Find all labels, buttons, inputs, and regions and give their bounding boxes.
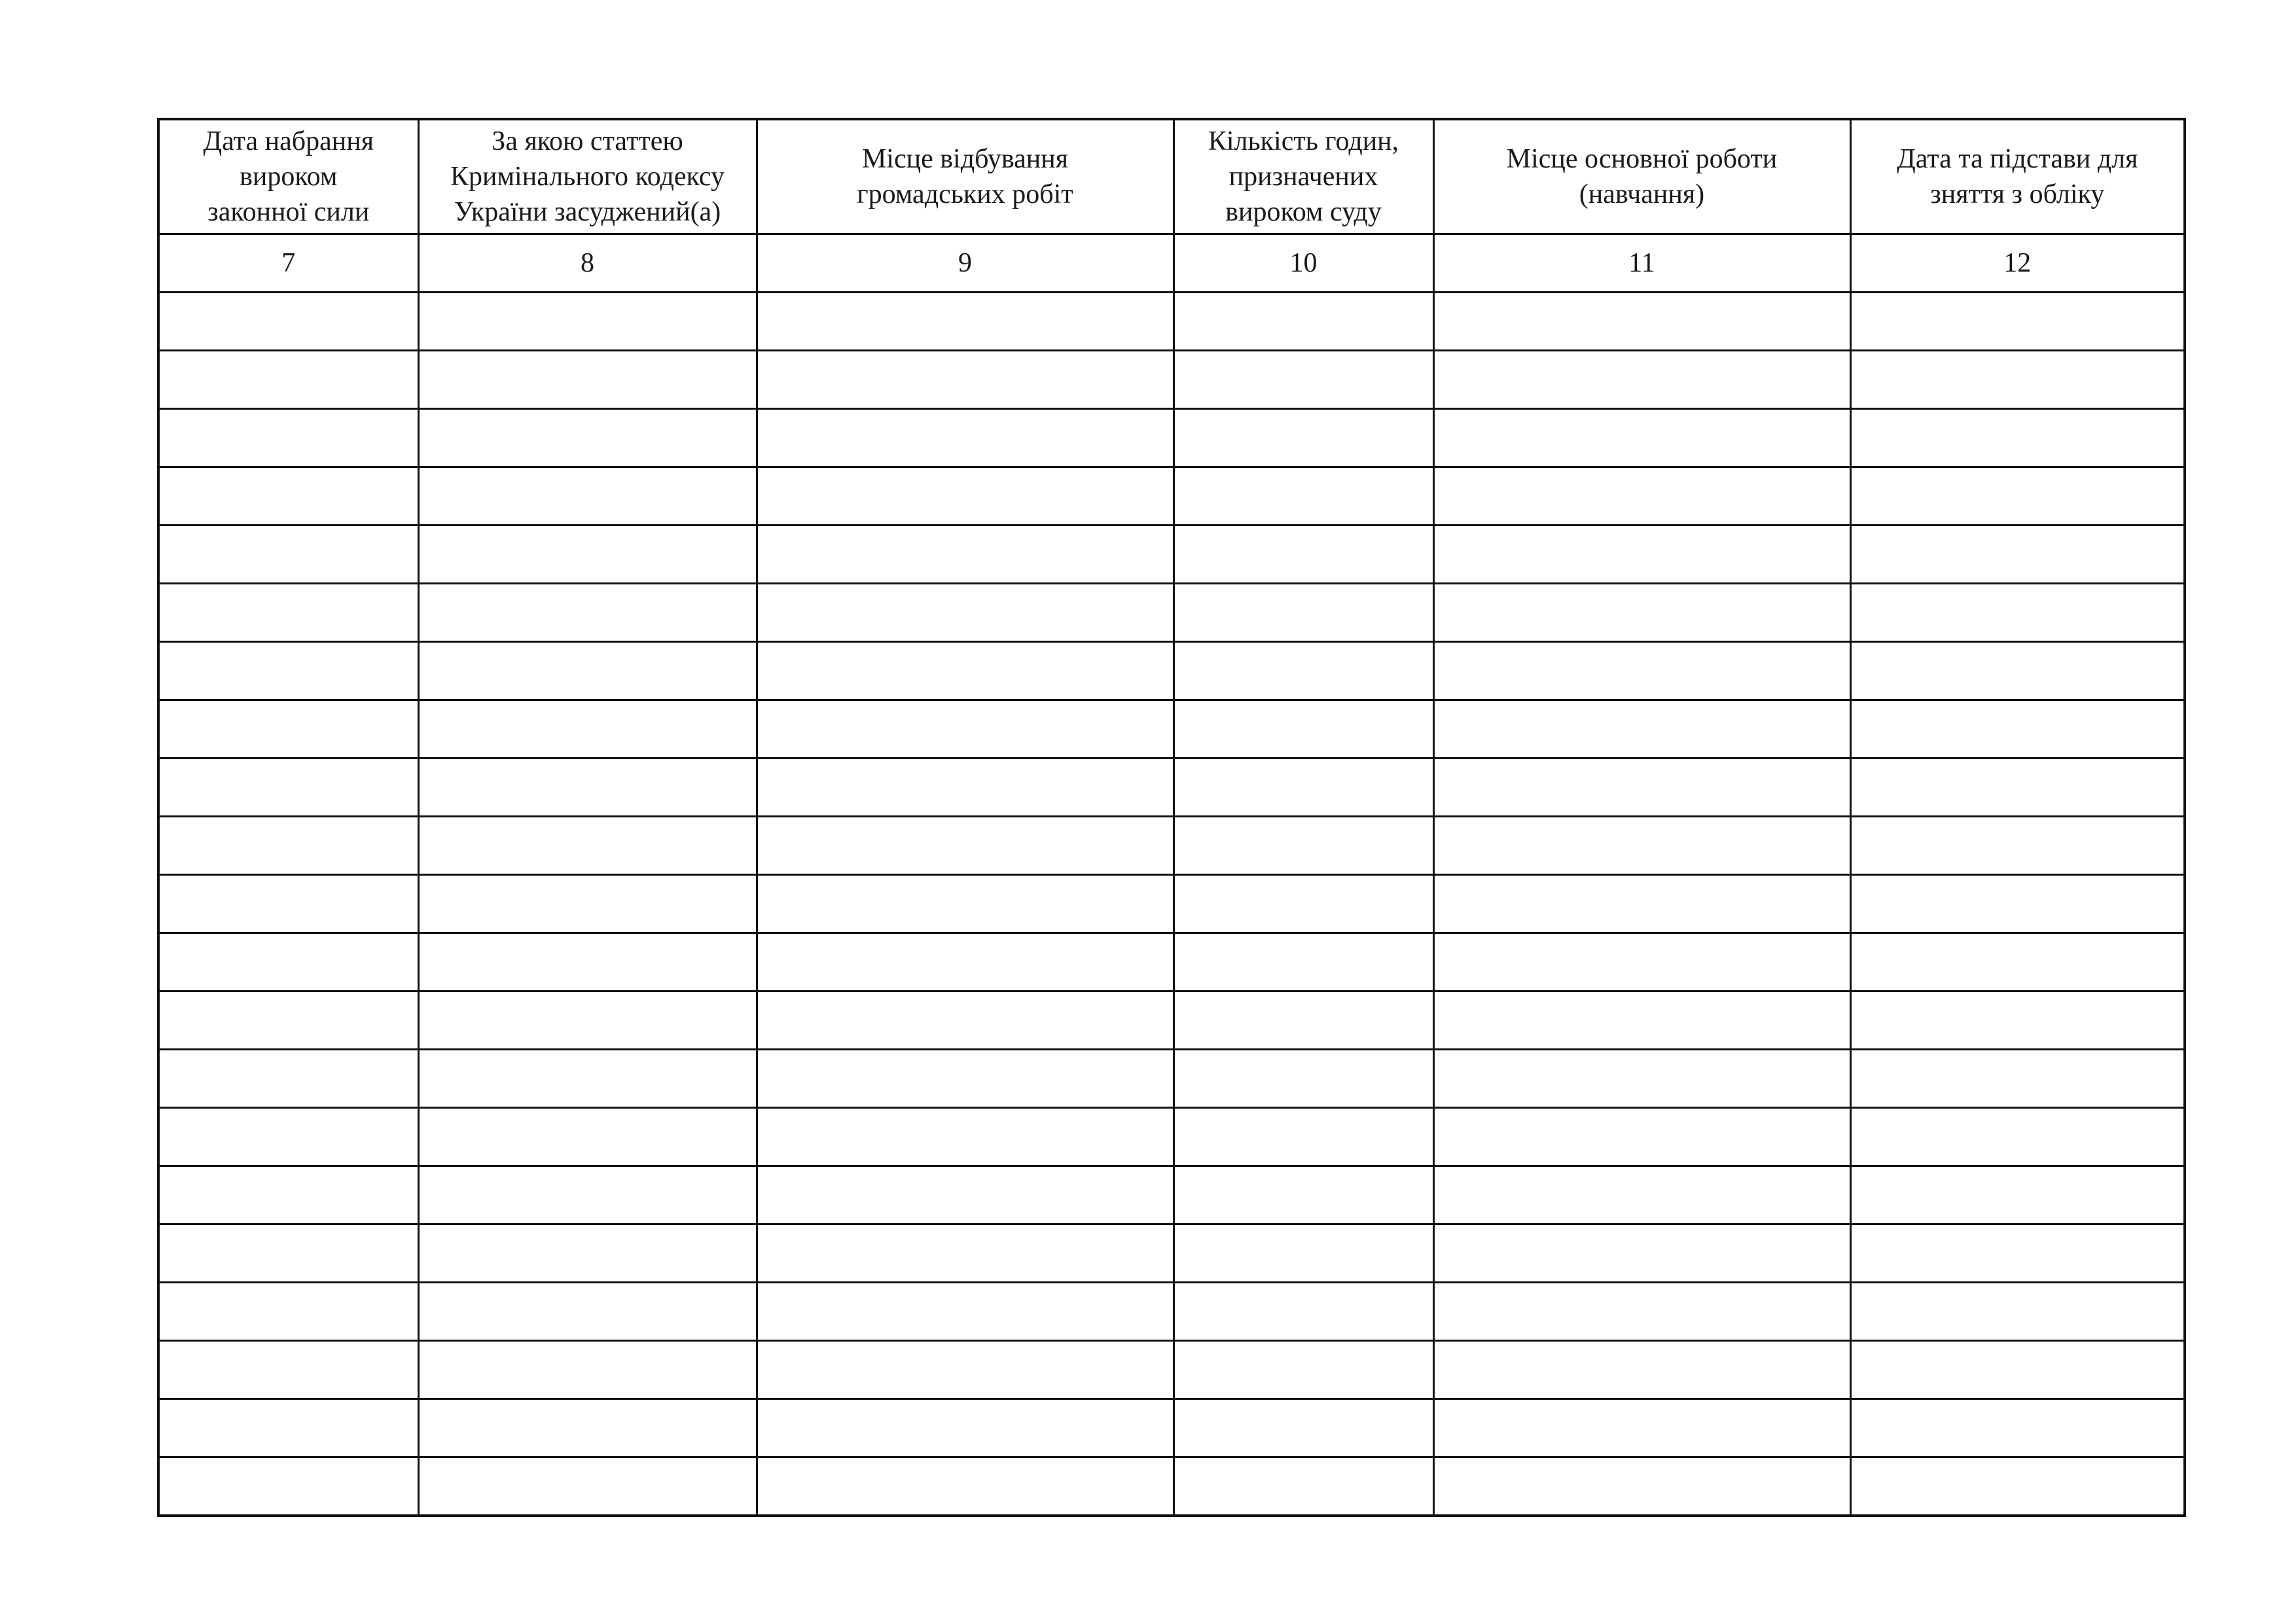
table-cell[interactable]: [418, 409, 757, 467]
table-cell[interactable]: [418, 1050, 757, 1108]
table-cell[interactable]: [1850, 467, 2185, 526]
table-cell[interactable]: [1433, 700, 1850, 758]
table-cell[interactable]: [757, 1283, 1174, 1341]
table-cell[interactable]: [1433, 991, 1850, 1050]
table-cell[interactable]: [418, 1224, 757, 1283]
table-cell[interactable]: [1174, 1050, 1433, 1108]
header-label: Місце основної роботи (навчання): [1506, 144, 1778, 209]
table-cell[interactable]: [1174, 467, 1433, 526]
table-cell[interactable]: [1850, 758, 2185, 817]
table-cell[interactable]: [1850, 351, 2185, 409]
table-cell[interactable]: [757, 758, 1174, 817]
table-row: [158, 700, 2185, 758]
table-cell[interactable]: [757, 1108, 1174, 1166]
table-cell[interactable]: [158, 351, 418, 409]
table-cell[interactable]: [757, 1457, 1174, 1516]
table-row: [158, 817, 2185, 875]
table-cell[interactable]: [1174, 526, 1433, 584]
header-cell-deregistration: [1850, 119, 2185, 234]
table-cell[interactable]: [1850, 1108, 2185, 1166]
table-cell[interactable]: [757, 1399, 1174, 1457]
table-cell[interactable]: [1174, 991, 1433, 1050]
table-cell[interactable]: [1850, 526, 2185, 584]
table-cell[interactable]: [1174, 1108, 1433, 1166]
table-cell[interactable]: [1850, 1457, 2185, 1516]
table-cell[interactable]: [1174, 933, 1433, 991]
header-label: Кількість годин, призначених вироком суду: [1208, 126, 1399, 227]
table-cell[interactable]: [757, 1050, 1174, 1108]
table-cell[interactable]: [1433, 1108, 1850, 1166]
table-cell[interactable]: [418, 875, 757, 933]
table-cell[interactable]: [1174, 642, 1433, 700]
header-cell-effective-date: [158, 119, 418, 234]
table-cell[interactable]: [757, 409, 1174, 467]
table-cell[interactable]: [158, 700, 418, 758]
table-cell[interactable]: [1850, 1050, 2185, 1108]
table-row: [158, 351, 2185, 409]
table-cell[interactable]: [1174, 758, 1433, 817]
table-cell[interactable]: [1433, 1341, 1850, 1399]
table-cell[interactable]: [1850, 1399, 2185, 1457]
table-row: [158, 933, 2185, 991]
column-number-cell: 9: [757, 234, 1174, 293]
table-cell[interactable]: [1433, 933, 1850, 991]
table-cell[interactable]: [1174, 1399, 1433, 1457]
table-row: [158, 991, 2185, 1050]
table-cell[interactable]: [418, 991, 757, 1050]
table-cell[interactable]: [1433, 467, 1850, 526]
table-cell[interactable]: [418, 933, 757, 991]
table-cell[interactable]: [1174, 293, 1433, 351]
table-row: [158, 1341, 2185, 1399]
table-cell[interactable]: [1174, 1283, 1433, 1341]
table-cell[interactable]: [418, 700, 757, 758]
table-row: [158, 642, 2185, 700]
table-cell[interactable]: [1433, 817, 1850, 875]
table-cell[interactable]: [757, 1341, 1174, 1399]
table-cell[interactable]: [1433, 1283, 1850, 1341]
register-table: [157, 118, 2186, 1517]
table-cell[interactable]: [1850, 933, 2185, 991]
table-cell[interactable]: [158, 584, 418, 642]
table-cell[interactable]: [757, 467, 1174, 526]
table-cell[interactable]: [1433, 1166, 1850, 1224]
header-label: За якою статтею Кримінального кодексу України засуджений(а): [450, 126, 725, 227]
table-row: [158, 1457, 2185, 1516]
table-cell[interactable]: [1433, 584, 1850, 642]
table-cell[interactable]: [1433, 642, 1850, 700]
table-cell[interactable]: [757, 526, 1174, 584]
table-cell[interactable]: [1174, 351, 1433, 409]
table-cell[interactable]: [1433, 293, 1850, 351]
table-cell[interactable]: [1850, 700, 2185, 758]
table-cell[interactable]: [1433, 526, 1850, 584]
table-cell[interactable]: [1174, 1341, 1433, 1399]
table-cell[interactable]: [418, 584, 757, 642]
table-cell[interactable]: [1174, 1166, 1433, 1224]
table-cell[interactable]: [1850, 875, 2185, 933]
header-cell-criminal-code-article: [418, 119, 757, 234]
table-cell[interactable]: [1433, 758, 1850, 817]
table-cell[interactable]: [1174, 700, 1433, 758]
table-cell[interactable]: [418, 1399, 757, 1457]
table-cell[interactable]: [1850, 817, 2185, 875]
table-cell[interactable]: [418, 1108, 757, 1166]
header-label: Місце відбування громадських робіт: [857, 144, 1073, 209]
table-cell[interactable]: [418, 642, 757, 700]
table-cell[interactable]: [418, 1341, 757, 1399]
table-cell[interactable]: [1850, 642, 2185, 700]
table-cell[interactable]: [1174, 1457, 1433, 1516]
table-cell[interactable]: [158, 467, 418, 526]
table-cell[interactable]: [1850, 1224, 2185, 1283]
table-cell[interactable]: [158, 409, 418, 467]
column-number-cell: 7: [158, 234, 418, 293]
table-cell[interactable]: [1174, 409, 1433, 467]
table-cell[interactable]: [1850, 1166, 2185, 1224]
table-cell[interactable]: [1174, 584, 1433, 642]
table-cell[interactable]: [1433, 409, 1850, 467]
table-cell[interactable]: [418, 351, 757, 409]
table-cell[interactable]: [1850, 991, 2185, 1050]
column-number-cell: 11: [1433, 234, 1850, 293]
table-row: [158, 467, 2185, 526]
table-cell[interactable]: [158, 991, 418, 1050]
table-row: [158, 1108, 2185, 1166]
table-cell[interactable]: [158, 642, 418, 700]
table-cell[interactable]: [158, 817, 418, 875]
table-cell[interactable]: [1174, 875, 1433, 933]
table-row: [158, 1224, 2185, 1283]
header-row: [158, 119, 2185, 234]
table-cell[interactable]: [1850, 1341, 2185, 1399]
table-cell[interactable]: [757, 817, 1174, 875]
table-cell[interactable]: [1850, 1283, 2185, 1341]
table-cell[interactable]: [1433, 1457, 1850, 1516]
table-row: [158, 1166, 2185, 1224]
table-cell[interactable]: [158, 1108, 418, 1166]
table-cell[interactable]: [1850, 293, 2185, 351]
table-cell[interactable]: [1174, 817, 1433, 875]
table-cell[interactable]: [418, 1283, 757, 1341]
table-body: [158, 234, 2185, 1516]
table-cell[interactable]: [757, 351, 1174, 409]
table-cell[interactable]: [1433, 875, 1850, 933]
table-cell[interactable]: [1433, 1050, 1850, 1108]
table-row: [158, 526, 2185, 584]
column-number-row: [158, 234, 2185, 293]
table-cell[interactable]: [158, 933, 418, 991]
table-cell[interactable]: [418, 293, 757, 351]
table-cell[interactable]: [757, 1224, 1174, 1283]
table-cell[interactable]: [158, 1166, 418, 1224]
table-cell[interactable]: [757, 700, 1174, 758]
header-cell-community-service-place: [757, 119, 1174, 234]
table-cell[interactable]: [1433, 351, 1850, 409]
table-row: [158, 1283, 2185, 1341]
table-cell[interactable]: [418, 817, 757, 875]
table-row: [158, 875, 2185, 933]
table-cell[interactable]: [158, 293, 418, 351]
table-cell[interactable]: [1433, 1399, 1850, 1457]
table-cell[interactable]: [757, 1166, 1174, 1224]
table-cell[interactable]: [757, 933, 1174, 991]
table-cell[interactable]: [1850, 584, 2185, 642]
table-cell[interactable]: [158, 758, 418, 817]
table-cell[interactable]: [1174, 1224, 1433, 1283]
table-cell[interactable]: [757, 991, 1174, 1050]
table-row: [158, 1399, 2185, 1457]
table-cell[interactable]: [158, 526, 418, 584]
column-number-cell: 12: [1850, 234, 2185, 293]
table-cell[interactable]: [757, 293, 1174, 351]
table-cell[interactable]: [158, 1399, 418, 1457]
column-number-cell: 10: [1174, 234, 1433, 293]
header-label: Дата та підстави для зняття з обліку: [1897, 144, 2138, 209]
table-cell[interactable]: [757, 642, 1174, 700]
table-cell[interactable]: [158, 1224, 418, 1283]
column-number-cell: 8: [418, 234, 757, 293]
table-cell[interactable]: [158, 875, 418, 933]
table-cell[interactable]: [1433, 1224, 1850, 1283]
table-cell[interactable]: [158, 1341, 418, 1399]
table-cell[interactable]: [757, 584, 1174, 642]
header-cell-main-work-place: [1433, 119, 1850, 234]
table-cell[interactable]: [158, 1457, 418, 1516]
table-cell[interactable]: [158, 1050, 418, 1108]
table-row: [158, 758, 2185, 817]
table-cell[interactable]: [158, 1283, 418, 1341]
header-cell-hours-assigned: [1174, 119, 1433, 234]
table-cell[interactable]: [418, 758, 757, 817]
table-cell[interactable]: [418, 1457, 757, 1516]
table-cell[interactable]: [757, 875, 1174, 933]
table-row: [158, 584, 2185, 642]
table-row: [158, 293, 2185, 351]
table-cell[interactable]: [418, 526, 757, 584]
table-row: [158, 409, 2185, 467]
table-row: [158, 1050, 2185, 1108]
header-label: Дата набрання вироком законної сили: [203, 126, 374, 227]
table-cell[interactable]: [1850, 409, 2185, 467]
table-cell[interactable]: [418, 1166, 757, 1224]
table-cell[interactable]: [418, 467, 757, 526]
